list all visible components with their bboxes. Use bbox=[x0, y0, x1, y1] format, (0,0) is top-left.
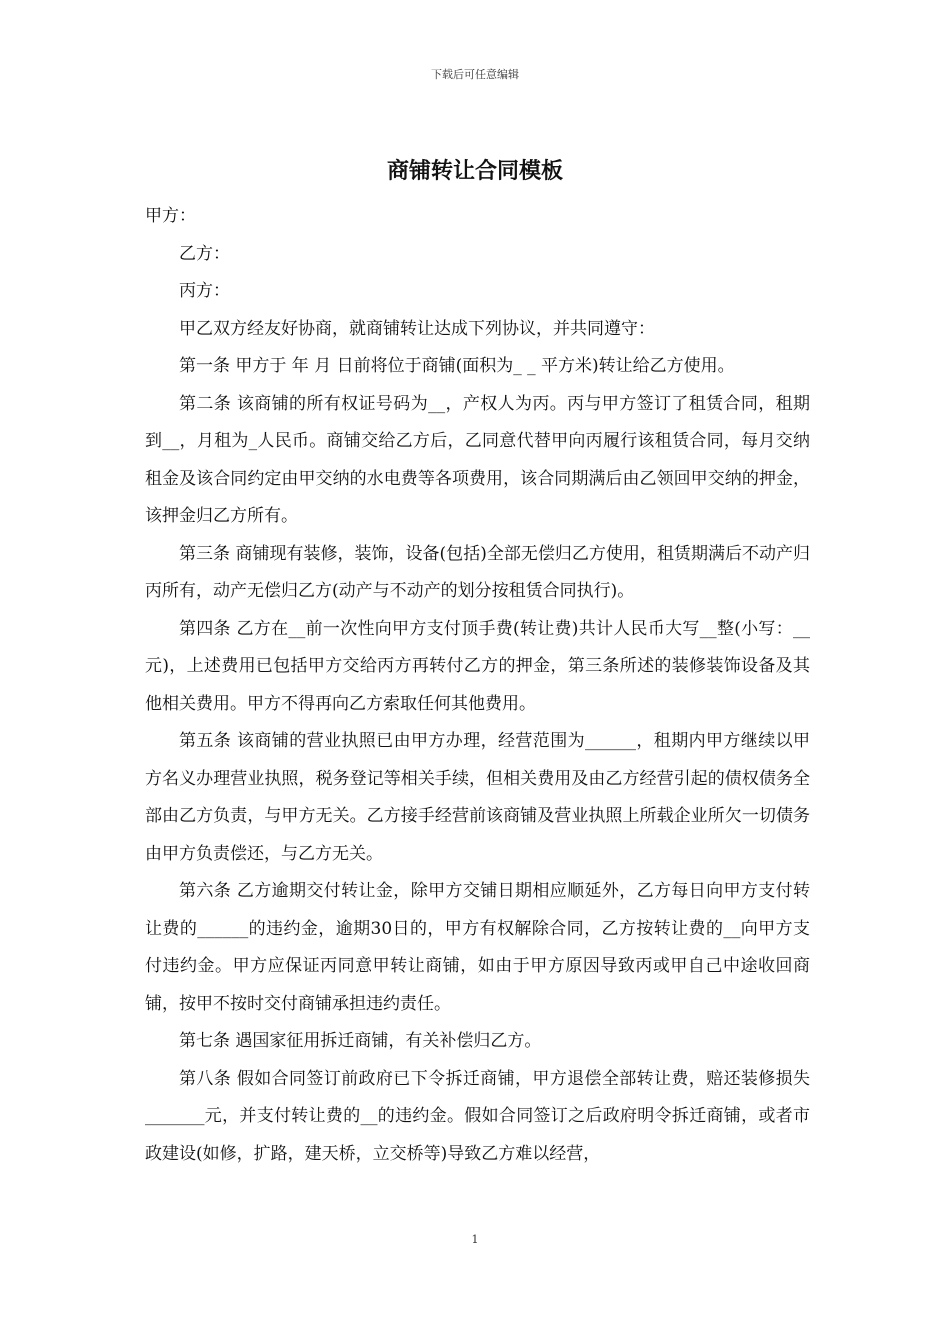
intro-paragraph: 甲乙双方经友好协商，就商铺转让达成下列协议，并共同遵守： bbox=[179, 318, 655, 339]
article-1: 第一条 甲方于 年 月 日前将位于商铺(面积为_ _ 平方米)转让给乙方使用。 bbox=[179, 356, 735, 376]
party-a-line: 甲方： bbox=[145, 206, 196, 226]
party-c-line: 丙方： bbox=[179, 281, 230, 301]
header-note: 下载后可任意编辑 bbox=[431, 68, 519, 81]
document-title: 商铺转让合同模板 bbox=[386, 159, 563, 184]
article-4: 第四条 乙方在__前一次性向甲方支付顶手费(转让费)共计人民币大写__整(小写：__元)，上述费用已包括甲方交给丙方再转付乙方的押金，第三条所述的装修装饰设备及其他相关费用。甲方不得再向乙方索取任何其他费用。 bbox=[145, 618, 810, 714]
party-b-line: 乙方： bbox=[179, 243, 230, 264]
document-body bbox=[145, 198, 810, 1173]
page-number: 1 bbox=[471, 1233, 479, 1246]
article-8: 第八条 假如合同签订前政府已下令拆迁商铺，甲方退偿全部转让费，赔还装修损失_______元，并支付转让费的__的违约金。假如合同签订之后政府明令拆迁商铺，或者市政建设(如修，扩路，建天桥，立交桥等)导致乙方难以经营， bbox=[145, 1068, 810, 1164]
article-3: 第三条 商铺现有装修，装饰，设备(包括)全部无偿归乙方使用，租赁期满后不动产归丙所有，动产无偿归乙方(动产与不动产的划分按租赁合同执行)。 bbox=[145, 543, 810, 601]
article-7: 第七条 遇国家征用拆迁商铺，有关补偿归乙方。 bbox=[179, 1031, 542, 1051]
article-5: 第五条 该商铺的营业执照已由甲方办理，经营范围为______，租期内甲方继续以甲方名义办理营业执照，税务登记等相关手续，但相关费用及由乙方经营引起的债权债务全部由乙方负责，与甲方无关。乙方接手经营前该商铺及营业执照上所载企业所欠一切债务由甲方负责偿还，与乙方无关。 bbox=[145, 731, 810, 864]
article-2: 第二条 该商铺的所有权证号码为__，产权人为丙。丙与甲方签订了租赁合同，租期到__，月租为_人民币。商铺交给乙方后，乙同意代替甲向丙履行该租赁合同，每月交纳租金及该合同约定由甲交纳的水电费等各项费用，该合同期满后由乙领回甲交纳的押金，该押金归乙方所有。 bbox=[145, 393, 810, 526]
article-6: 第六条 乙方逾期交付转让金，除甲方交铺日期相应顺延外，乙方每日向甲方支付转让费的______的违约金，逾期30日的，甲方有权解除合同，乙方按转让费的__向甲方支付违约金。甲方应保证丙同意甲转让商铺，如由于甲方原因导致丙或甲自己中途收回商铺，按甲不按时交付商铺承担违约责任。 bbox=[145, 881, 810, 1014]
